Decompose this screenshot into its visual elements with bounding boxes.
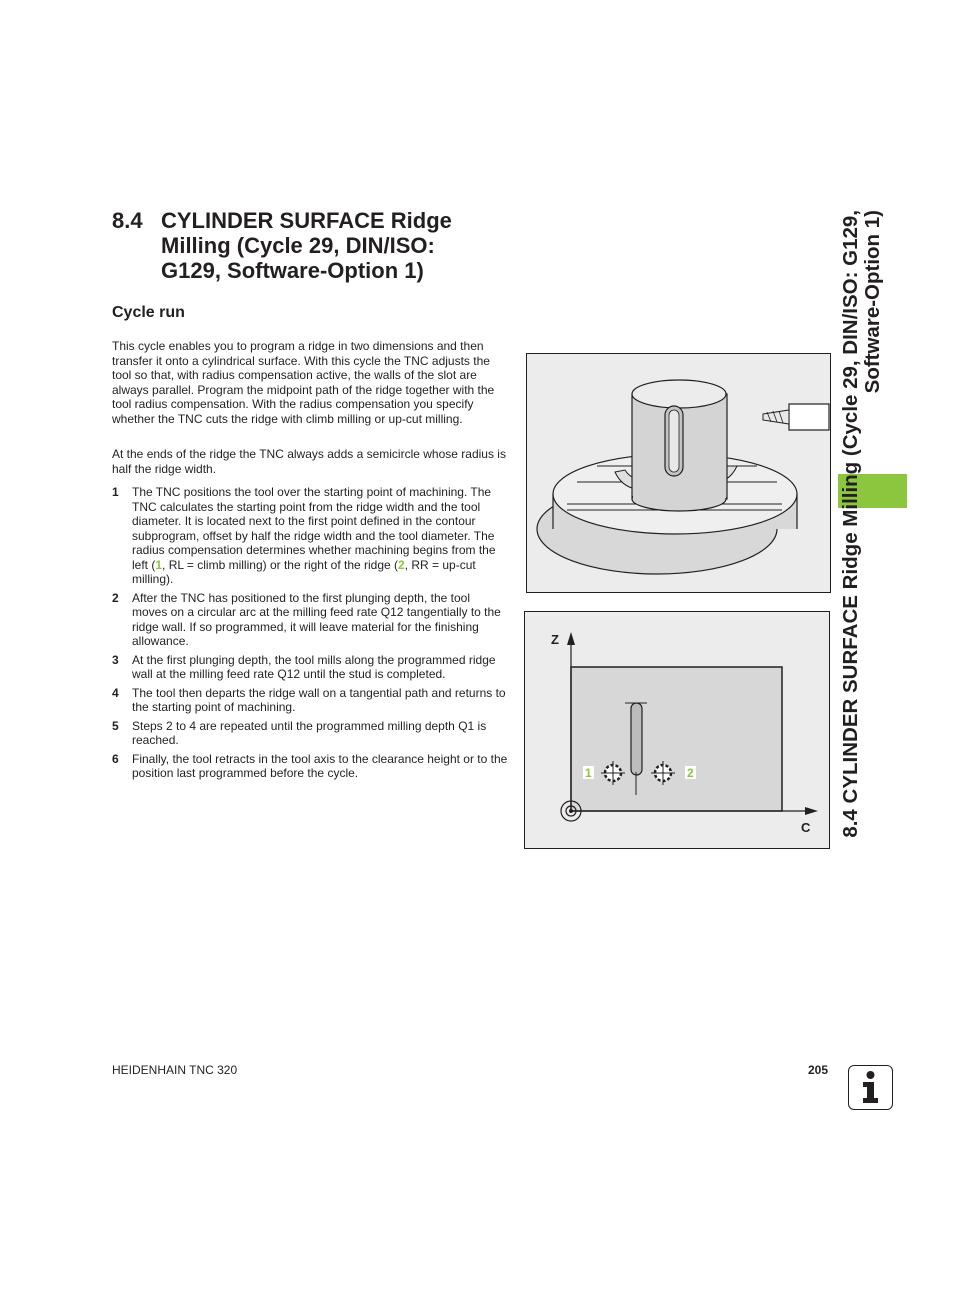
- list-item: 2 After the TNC has positioned to the first plunging depth, the tool moves on a circular arc at the milling feed rate Q12 tangentially to the ridge wall. If so programmed, it will leave material for the finishing allowance.: [112, 590, 501, 648]
- step-number: 2: [112, 590, 119, 605]
- axis-z-label: Z: [551, 632, 559, 647]
- step-number: 5: [112, 718, 119, 733]
- side-running-title: [840, 210, 900, 910]
- section-title-line-2: Milling (Cycle 29, DIN/ISO:: [161, 233, 435, 258]
- callout-1-label: 1: [585, 766, 592, 780]
- ridge-diagram-svg: [525, 612, 829, 848]
- steps-list: [112, 485, 508, 785]
- step-number: 3: [112, 652, 119, 667]
- callout-2: 2: [398, 557, 405, 572]
- intro-paragraph: This cycle enables you to program a ridge in two dimensions and then transfer it onto a cylindrical surface. With this cycle the TNC adjusts the tool so that, with radius compensation active, the walls of the slot are always parallel. Program the midpoint path of the ridge together with the tool radius compensation. With the radius compensation you specify whether the TNC cuts the ridge with climb milling or up-cut milling.: [112, 339, 495, 426]
- section-number: 8.4: [112, 208, 143, 233]
- callout-2-label: 2: [687, 766, 694, 780]
- info-icon: [848, 1065, 893, 1110]
- side-title-line-2: Software-Option 1): [861, 210, 884, 394]
- step-number: 6: [112, 751, 119, 766]
- semicircle-paragraph: At the ends of the ridge the TNC always adds a semicircle whose radius is half the ridge width.: [112, 447, 506, 476]
- section-title-line-3: G129, Software-Option 1): [161, 258, 424, 283]
- side-title-line-1: 8.4 CYLINDER SURFACE Ridge Milling (Cycle 29, DIN/ISO: G129,: [839, 210, 862, 838]
- callout-1: 1: [155, 557, 163, 572]
- section-title-line-1: CYLINDER SURFACE Ridge: [161, 208, 452, 233]
- section-heading: [112, 208, 492, 283]
- cylinder-rotary-table-figure: [526, 353, 831, 593]
- cylinder-illustration: [527, 354, 830, 592]
- axis-c-label: C: [801, 820, 811, 835]
- step-number: 4: [112, 685, 119, 700]
- list-item: 4 The tool then departs the ridge wall on a tangential path and returns to the starting point of machining.: [112, 685, 506, 714]
- list-item: 6 Finally, the tool retracts in the tool axis to the clearance height or to the position last programmed before the cycle.: [112, 751, 508, 780]
- list-item: 5 Steps 2 to 4 are repeated until the programmed milling depth Q1 is reached.: [112, 718, 487, 747]
- list-item: 1 The TNC positions the tool over the starting point of machining. The TNC calculates the starting point from the ridge width and the tool diameter. It is located next to the first point defined in the contour subprogram, offset by half the ridge width and the tool diameter. The radius compensation determines whether machining begins from the left (1, RL = climb milling) or the right of the ridge (2, RR = up-cut milling).: [112, 485, 496, 586]
- list-item: 3 At the first plunging depth, the tool mills along the programmed ridge wall at the milling feed rate Q12 until the stud is completed.: [112, 652, 496, 681]
- subheading-cycle-run: Cycle run: [112, 304, 185, 321]
- page-number: 205: [808, 1063, 829, 1077]
- footer-product: HEIDENHAIN TNC 320: [112, 1063, 238, 1077]
- ridge-path-diagram: [524, 611, 830, 849]
- step-number: 1: [112, 485, 119, 499]
